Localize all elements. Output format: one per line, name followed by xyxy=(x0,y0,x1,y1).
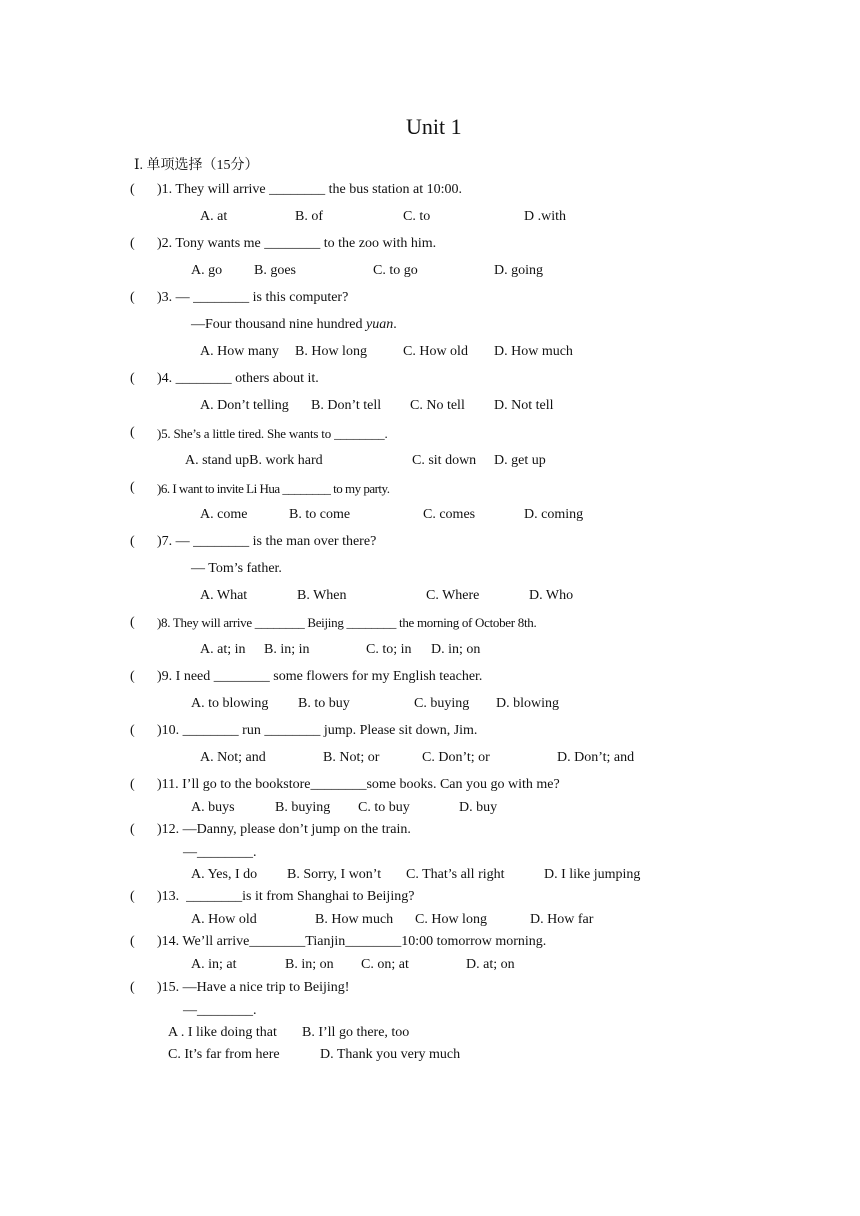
question-stem: )11. I’ll go to the bookstore________some books. Can you go with me? xyxy=(157,777,560,792)
answer-paren[interactable]: ( xyxy=(130,822,135,837)
answer-paren[interactable]: ( xyxy=(130,236,135,251)
option-c: C. It’s far from here xyxy=(168,1047,280,1062)
answer-paren[interactable]: ( xyxy=(130,290,135,305)
answer-paren[interactable]: ( xyxy=(130,934,135,949)
option-a: A. Don’t telling xyxy=(200,398,289,413)
option-a: A. Not; and xyxy=(200,750,266,765)
option-a: A. in; at xyxy=(191,957,237,972)
option-b: B. goes xyxy=(254,263,296,278)
option-b: B. When xyxy=(297,588,347,603)
section-heading: Ⅰ. 单项选择（15分） xyxy=(134,158,259,173)
answer-paren[interactable]: ( xyxy=(130,669,135,684)
option-b: B. How long xyxy=(295,344,367,359)
option-d: D. I like jumping xyxy=(544,867,641,882)
option-a-b: A. stand upB. work hard xyxy=(185,453,323,468)
option-a: A. to blowing xyxy=(191,696,269,711)
option-d: D. How far xyxy=(530,912,594,927)
option-d: D. Who xyxy=(529,588,574,603)
question-stem: )4. ________ others about it. xyxy=(157,371,319,386)
option-d: D. How much xyxy=(494,344,573,359)
option-c: C. comes xyxy=(423,507,476,522)
answer-paren[interactable]: ( xyxy=(130,480,135,495)
option-d: D. at; on xyxy=(466,957,515,972)
option-c: C. Where xyxy=(426,588,480,603)
question-stem: )6. I want to invite Li Hua ________ to my party. xyxy=(157,481,390,496)
option-d: D. Don’t; and xyxy=(557,750,635,765)
option-d: D. Not tell xyxy=(494,398,554,413)
question-stem: )15. —Have a nice trip to Beijing! xyxy=(157,980,350,995)
dialogue-answer: —________. xyxy=(183,845,257,860)
option-c: C. to go xyxy=(373,263,418,278)
option-d: D .with xyxy=(524,209,566,224)
option-d: D. coming xyxy=(524,507,584,522)
question-stem: )5. She’s a little tired. She wants to ________. xyxy=(157,426,388,441)
option-b: B. Not; or xyxy=(323,750,380,765)
option-c: C. How long xyxy=(415,912,487,927)
question-stem: )9. I need ________ some flowers for my English teacher. xyxy=(157,669,483,684)
option-b: B. I’ll go there, too xyxy=(302,1025,410,1040)
dialogue-answer: —Four thousand nine hundred yuan. xyxy=(191,317,397,332)
question-stem: )2. Tony wants me ________ to the zoo with him. xyxy=(157,236,437,251)
option-a: A. Yes, I do xyxy=(191,867,258,882)
option-b: B. of xyxy=(295,209,323,224)
option-c: C. sit down xyxy=(412,453,477,468)
option-b: B. Don’t tell xyxy=(311,398,382,413)
answer-paren[interactable]: ( xyxy=(130,777,135,792)
question-stem: )13. ________is it from Shanghai to Beijing? xyxy=(157,889,415,904)
answer-paren[interactable]: ( xyxy=(130,182,135,197)
option-a: A. buys xyxy=(191,800,235,815)
unit-title: Unit 1 xyxy=(406,114,462,139)
option-c: C. to buy xyxy=(358,800,410,815)
option-d: D. in; on xyxy=(431,642,481,657)
option-c: C. How old xyxy=(403,344,468,359)
option-b: B. in; in xyxy=(264,642,310,657)
option-a: A . I like doing that xyxy=(168,1025,277,1040)
option-a: A. go xyxy=(191,263,223,278)
option-c: C. to xyxy=(403,209,431,224)
option-d: D. going xyxy=(494,263,543,278)
option-c: C. on; at xyxy=(361,957,409,972)
option-c: C. to; in xyxy=(366,642,412,657)
option-b: B. in; on xyxy=(285,957,334,972)
option-d: D. Thank you very much xyxy=(320,1047,461,1062)
answer-paren[interactable]: ( xyxy=(130,371,135,386)
question-stem: )10. ________ run ________ jump. Please sit down, Jim. xyxy=(157,723,478,738)
answer-paren[interactable]: ( xyxy=(130,723,135,738)
option-a: A. How old xyxy=(191,912,257,927)
question-stem: )14. We’ll arrive________Tianjin________10:00 tomorrow morning. xyxy=(157,934,547,949)
option-d: D. get up xyxy=(494,453,546,468)
option-b: B. to come xyxy=(289,507,351,522)
question-stem: )1. They will arrive ________ the bus station at 10:00. xyxy=(157,182,462,197)
option-b: B. to buy xyxy=(298,696,350,711)
option-a: A. What xyxy=(200,588,248,603)
option-c: C. Don’t; or xyxy=(422,750,490,765)
answer-paren[interactable]: ( xyxy=(130,425,135,440)
option-b: B. Sorry, I won’t xyxy=(287,867,382,882)
dialogue-answer: —________. xyxy=(183,1003,257,1018)
option-a: A. at xyxy=(200,209,228,224)
option-a: A. at; in xyxy=(200,642,246,657)
answer-paren[interactable]: ( xyxy=(130,889,135,904)
option-d: D. buy xyxy=(459,800,498,815)
answer-paren[interactable]: ( xyxy=(130,534,135,549)
option-b: B. How much xyxy=(315,912,394,927)
answer-paren[interactable]: ( xyxy=(130,615,135,630)
option-c: C. No tell xyxy=(410,398,465,413)
question-stem: )7. — ________ is the man over there? xyxy=(157,534,377,549)
question-stem: )12. —Danny, please don’t jump on the train. xyxy=(157,822,411,837)
option-d: D. blowing xyxy=(496,696,559,711)
answer-paren[interactable]: ( xyxy=(130,980,135,995)
option-b: B. buying xyxy=(275,800,331,815)
dialogue-answer: — Tom’s father. xyxy=(191,561,282,576)
option-a: A. come xyxy=(200,507,248,522)
question-stem: )8. They will arrive ________ Beijing ________ the morning of October 8th. xyxy=(157,615,537,630)
option-c: C. buying xyxy=(414,696,470,711)
question-stem: )3. — ________ is this computer? xyxy=(157,290,349,305)
option-a: A. How many xyxy=(200,344,279,359)
option-c: C. That’s all right xyxy=(406,867,505,882)
